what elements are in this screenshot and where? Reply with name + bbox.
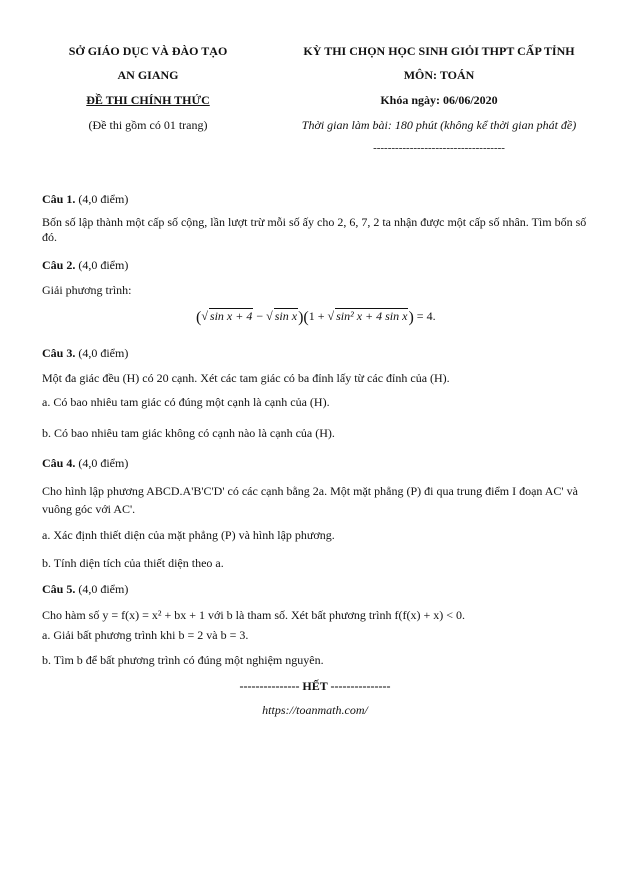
eq-rhs: = 4. [416, 309, 436, 323]
exam-title: KỲ THI CHỌN HỌC SINH GIỎI THPT CẤP TỈNH [303, 44, 575, 58]
question-2-title: Câu 2. [42, 258, 76, 272]
question-5-text: Cho hàm số y = f(x) = x² + bx + 1 với b là tham số. Xét bất phương trình f(f(x) + x) < 0. [42, 608, 466, 622]
question-2-heading [42, 258, 128, 273]
question-1-heading [42, 192, 128, 207]
question-4-part-a: a. Xác định thiết diện của mặt phẳng (P) và hình lập phương. [42, 528, 335, 542]
question-3-heading [42, 346, 128, 361]
question-3-part-b: b. Có bao nhiêu tam giác không có cạnh nào là cạnh của (H). [42, 426, 335, 440]
eq-radicand-a: sin x + 4 [209, 309, 253, 323]
eq-radicand-c: sin² x + 4 sin x [336, 309, 408, 323]
question-5-part-a: a. Giải bất phương trình khi b = 2 và b = 3. [42, 628, 249, 642]
header-divider: ------------------------------------ [373, 142, 505, 154]
time-allowed: Thời gian làm bài: 180 phút (không kể thời gian phát đề) [301, 118, 577, 132]
question-5-heading [42, 582, 128, 597]
question-4-heading [42, 456, 128, 471]
question-4-title: Câu 4. [42, 456, 76, 470]
question-1-text: Bốn số lập thành một cấp số cộng, lần lượt trừ mỗi số ấy cho 2, 6, 7, 2 ta nhận được một cấp số nhân. Tìm bốn số đó. [42, 215, 587, 244]
source-link[interactable]: https://toanmath.com/ [262, 703, 368, 717]
end-marker: --------------- HẾT --------------- [239, 679, 391, 693]
question-3-part-a: a. Có bao nhiêu tam giác có đúng một cạnh là cạnh của (H). [42, 395, 330, 409]
question-1-title: Câu 1. [42, 192, 76, 206]
subject-label: MÔN: TOÁN [403, 68, 475, 82]
question-5-title: Câu 5. [42, 582, 76, 596]
question-4-text: Cho hình lập phương ABCD.A'B'C'D' có các cạnh bằng 2a. Một mặt phẳng (P) đi qua trung điểm I đoạn AC' và vuông góc với AC'. [42, 484, 578, 516]
question-2-points: (4,0 điểm) [78, 258, 129, 272]
question-2-equation: (√ sin x + 4 − √ sin x)(1 + √ sin² x + 4 sin x) = 4. [196, 309, 436, 326]
page-count-note: (Đề thi gồm có 01 trang) [88, 118, 208, 132]
question-3-text: Một đa giác đều (H) có 20 cạnh. Xét các tam giác có ba đỉnh lấy từ các đỉnh của (H). [42, 371, 450, 385]
question-2-text: Giải phương trình: [42, 283, 132, 297]
question-3-title: Câu 3. [42, 346, 76, 360]
province-name: AN GIANG [117, 68, 179, 82]
question-3-points: (4,0 điểm) [78, 346, 129, 360]
eq-radicand-b: sin x [274, 309, 298, 323]
question-5-points: (4,0 điểm) [78, 582, 129, 596]
question-4-points: (4,0 điểm) [78, 456, 129, 470]
question-4-part-b: b. Tính diện tích của thiết diện theo a. [42, 556, 224, 570]
official-exam-label: ĐỀ THI CHÍNH THỨC [86, 93, 210, 107]
question-5-part-b: b. Tìm b để bất phương trình có đúng một nghiệm nguyên. [42, 653, 324, 667]
question-1-points: (4,0 điểm) [78, 192, 129, 206]
dept-name: SỞ GIÁO DỤC VÀ ĐÀO TẠO [68, 44, 228, 58]
exam-date: Khóa ngày: 06/06/2020 [380, 93, 498, 107]
